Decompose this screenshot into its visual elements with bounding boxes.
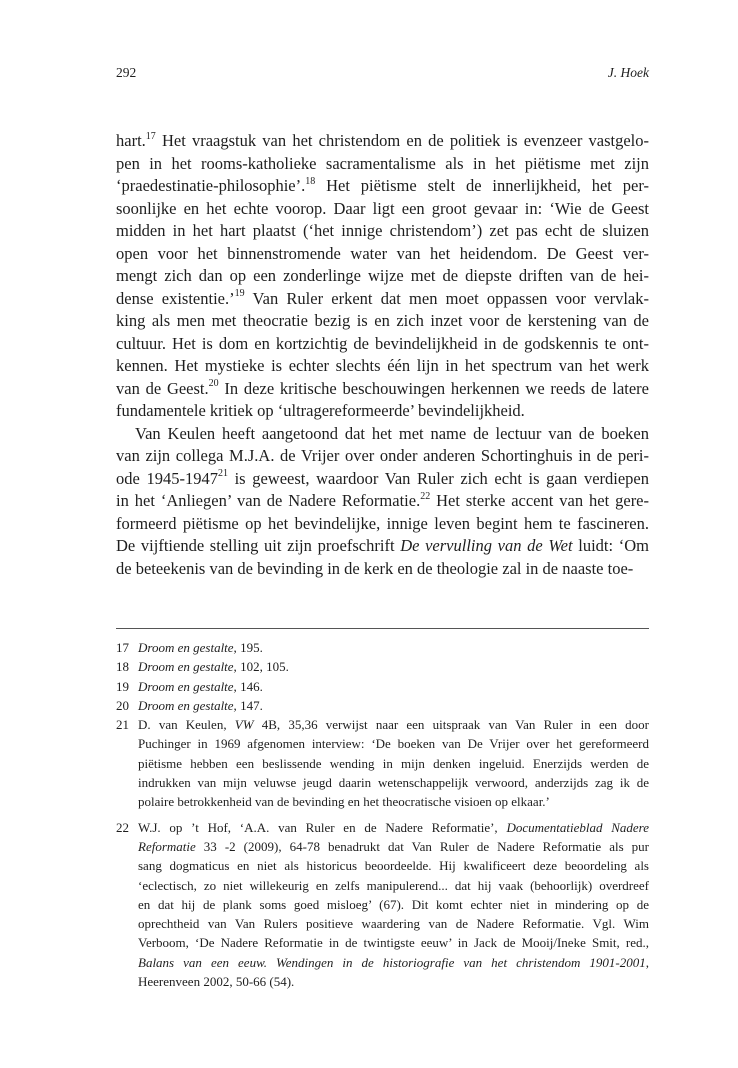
text-run: D. van Keulen, bbox=[138, 717, 235, 733]
text-run: pen in het rooms-katholieke sacramentalisme als in het piëtisme met zijn bbox=[116, 153, 649, 173]
footnote-21 bbox=[116, 715, 649, 811]
text-run: Verboom, ‘De Nadere Reformatie in de twintigste eeuw’ in Jack de Mooij/Ineke Smit, red., bbox=[138, 935, 649, 951]
footnote-ref: 19 bbox=[234, 288, 245, 299]
footnote-line bbox=[138, 638, 649, 657]
text-run: piëtisme hebben een beslissende wending in mijn denken ingeluid. Enerzijds werden de bbox=[138, 755, 649, 771]
footnote-20 bbox=[116, 696, 649, 715]
text-run: de beteekenis van de bevinding in de kerk en de theologie zal in de naaste toe- bbox=[116, 558, 634, 578]
footnote-line bbox=[138, 953, 649, 972]
text-line bbox=[116, 445, 649, 468]
paragraph bbox=[116, 423, 649, 581]
paragraph bbox=[116, 130, 649, 423]
footnote-number: 22 bbox=[116, 819, 129, 835]
text-run: cultuur. Het is dom en kortzichtig de bevindelijkheid in de godskennis te ont- bbox=[116, 333, 649, 353]
text-run: mengt zich dan op een zonderlinge wijze met de diepste driften van de hei- bbox=[116, 266, 649, 285]
text-run: In deze kritische beschouwingen herkennen we reeds de latere bbox=[218, 378, 649, 398]
footnote-line bbox=[138, 933, 649, 952]
text-run: 102, 105. bbox=[236, 659, 289, 675]
text-run: dense existentie.’ bbox=[116, 288, 235, 308]
text-line bbox=[116, 265, 649, 288]
text-line bbox=[116, 130, 649, 153]
text-run: Het vraagstuk van het christendom en de politiek is evenzeer vastgelo- bbox=[155, 131, 649, 150]
footnote-number: 21 bbox=[116, 717, 129, 733]
text-line bbox=[116, 400, 649, 423]
text-run: W.J. op ’t Hof, ‘A.A. van Ruler en de Nadere Reformatie’, bbox=[138, 819, 507, 835]
text-line bbox=[116, 153, 649, 176]
text-run: 4B, 35,36 verwijst naar een uitspraak van Van Ruler in een door bbox=[253, 717, 650, 733]
italic-run: Droom en gestalte, bbox=[138, 678, 237, 694]
italic-run: VW bbox=[234, 717, 254, 733]
footnote-line bbox=[138, 715, 649, 734]
footnote-line bbox=[138, 895, 649, 914]
text-run: open voor het binnenstromende water van het heidendom. De Geest ver- bbox=[116, 243, 649, 263]
text-run: formeerd piëtisme op het bevindelijke, innige leven begint hem te fascineren. bbox=[116, 513, 649, 533]
body-text bbox=[116, 130, 649, 580]
text-line bbox=[116, 513, 649, 536]
footnote-line bbox=[138, 792, 649, 811]
footnote-line bbox=[138, 734, 649, 753]
footnotes bbox=[116, 638, 649, 991]
text-run: ‘praedestinatie-philosophie’. bbox=[116, 176, 306, 195]
text-line bbox=[116, 378, 649, 401]
text-run: fundamentele kritiek op ‘ultragereformeerde’ bevindelijkheid. bbox=[116, 401, 525, 420]
footnote-line bbox=[138, 677, 649, 696]
text-line bbox=[116, 558, 649, 581]
text-run: polaire betrokkenheid van de bevinding en het theocratische visioen op elkaar.’ bbox=[138, 794, 550, 810]
footnote-number: 18 bbox=[116, 659, 129, 675]
footnote-ref: 22 bbox=[420, 490, 431, 502]
footnote-17 bbox=[116, 638, 649, 657]
text-run: , bbox=[645, 954, 649, 970]
footnote-number: 20 bbox=[116, 697, 129, 713]
text-run: hart. bbox=[116, 131, 146, 150]
text-run: kennen. Het mystieke is echter slechts één lijn in het spectrum van het werk bbox=[116, 356, 649, 375]
text-run: van de Geest. bbox=[116, 378, 209, 398]
footnote-18 bbox=[116, 657, 649, 676]
footnote-line bbox=[138, 914, 649, 933]
footnote-ref: 20 bbox=[208, 378, 219, 389]
italic-run: Reformatie bbox=[138, 838, 196, 854]
text-line bbox=[116, 423, 649, 446]
text-run: sang dogmaticus en niet als historicus beoordeelde. Hij kwalificeert deze beoordeling als bbox=[138, 858, 649, 874]
text-run: Heerenveen 2002, 50-66 (54). bbox=[138, 974, 295, 990]
page-number: 292 bbox=[116, 65, 137, 80]
footnote-line bbox=[138, 696, 649, 715]
text-run: Het piëtisme stelt de innerlijkheid, het per- bbox=[315, 176, 649, 195]
footnote-number: 17 bbox=[116, 640, 129, 655]
italic-run: Droom en gestalte, bbox=[138, 659, 237, 675]
text-line bbox=[116, 220, 649, 243]
text-line bbox=[116, 490, 649, 513]
footnote-number: 19 bbox=[116, 678, 129, 694]
text-line bbox=[116, 175, 649, 198]
text-run: ode 1945-1947 bbox=[116, 468, 218, 488]
text-line bbox=[116, 333, 649, 356]
text-run: king als men met theocratie bezig is en zich inzet voor de kerstening van de bbox=[116, 311, 649, 330]
italic-run: Droom en gestalte, bbox=[138, 697, 237, 713]
text-line bbox=[116, 310, 649, 333]
text-run: Puchinger in 1969 afgenomen interview: ‘De boeken van De Vrijer over het gereformeerd bbox=[138, 736, 649, 752]
text-run: 195. bbox=[236, 640, 263, 655]
footnote-line bbox=[138, 856, 649, 875]
text-run: 33 -2 (2009), 64-78 benadrukt dat Van Ruler de Nadere Reformatie als pur bbox=[195, 838, 649, 854]
text-run: De vijftiende stelling uit zijn proefschrift bbox=[116, 536, 401, 555]
footnote-line bbox=[138, 773, 649, 792]
footnote-line bbox=[138, 972, 649, 991]
text-run: 147. bbox=[236, 697, 263, 713]
footnote-19 bbox=[116, 677, 649, 696]
text-run: 146. bbox=[236, 678, 263, 694]
footnote-ref: 17 bbox=[145, 130, 156, 142]
footnote-line bbox=[138, 837, 649, 856]
text-run: van zijn collega M.J.A. de Vrijer over onder anderen Schortinghuis in de peri- bbox=[116, 446, 649, 465]
text-run: soonlijke en het echte voorop. Daar ligt een groot gevaar in: ‘Wie de Geest bbox=[116, 198, 649, 218]
italic-run: De vervulling van de Wet bbox=[400, 536, 573, 555]
text-line bbox=[116, 288, 649, 311]
footnote-ref: 18 bbox=[305, 175, 316, 187]
italic-run: Balans van een eeuw. Wendingen in de historiografie van het christendom 1901-2001 bbox=[138, 954, 646, 970]
text-run: Van Ruler erkent dat men moet oppassen voor vervlak- bbox=[244, 288, 649, 308]
text-run: indrukken van mijn veluwse jeugd daarin wetenschappelijk verwoord, anderzijds zag ik de bbox=[138, 775, 649, 791]
italic-run: Documentatieblad Nadere bbox=[506, 819, 650, 835]
footnote-line bbox=[138, 657, 649, 676]
footnote-22 bbox=[116, 818, 649, 992]
footnote-line bbox=[138, 754, 649, 773]
text-run: in het ‘Anliegen’ van de Nadere Reformatie. bbox=[116, 491, 421, 510]
footnote-line bbox=[138, 818, 649, 837]
text-run: is geweest, waardoor Van Ruler zich echt is gaan verdiepen bbox=[227, 468, 649, 488]
text-line bbox=[116, 198, 649, 221]
text-run: luidt: ‘Om bbox=[572, 536, 649, 555]
text-run: ‘eclectisch, zo niet willekeurig en zelfs manipulerend... dat hij vaak (behoorlijk) overdreef bbox=[138, 877, 649, 893]
footnote-line bbox=[138, 876, 649, 895]
text-run: en dat hij de plank soms goed misloeg’ (67). Dit komt echter niet in mindering op de bbox=[138, 896, 649, 912]
italic-run: Droom en gestalte, bbox=[138, 640, 237, 655]
running-head: J. Hoek bbox=[607, 65, 649, 80]
text-run: midden in het hart plaatst (‘het innige christendom’) zet pas echt de sluizen bbox=[116, 221, 649, 240]
text-run: Het sterke accent van het gere- bbox=[430, 491, 650, 510]
text-line bbox=[116, 468, 649, 491]
footnote-rule bbox=[116, 628, 649, 629]
text-line bbox=[116, 535, 649, 558]
footnote-ref: 21 bbox=[217, 468, 228, 479]
text-line bbox=[116, 243, 649, 266]
text-line bbox=[116, 355, 649, 378]
text-run: Van Keulen heeft aangetoond dat het met name de lectuur van de boeken bbox=[135, 423, 649, 443]
text-run: oprechtheid van Van Rulers positieve waardering van de Nadere Reformatie. Vgl. Wim bbox=[138, 916, 649, 932]
